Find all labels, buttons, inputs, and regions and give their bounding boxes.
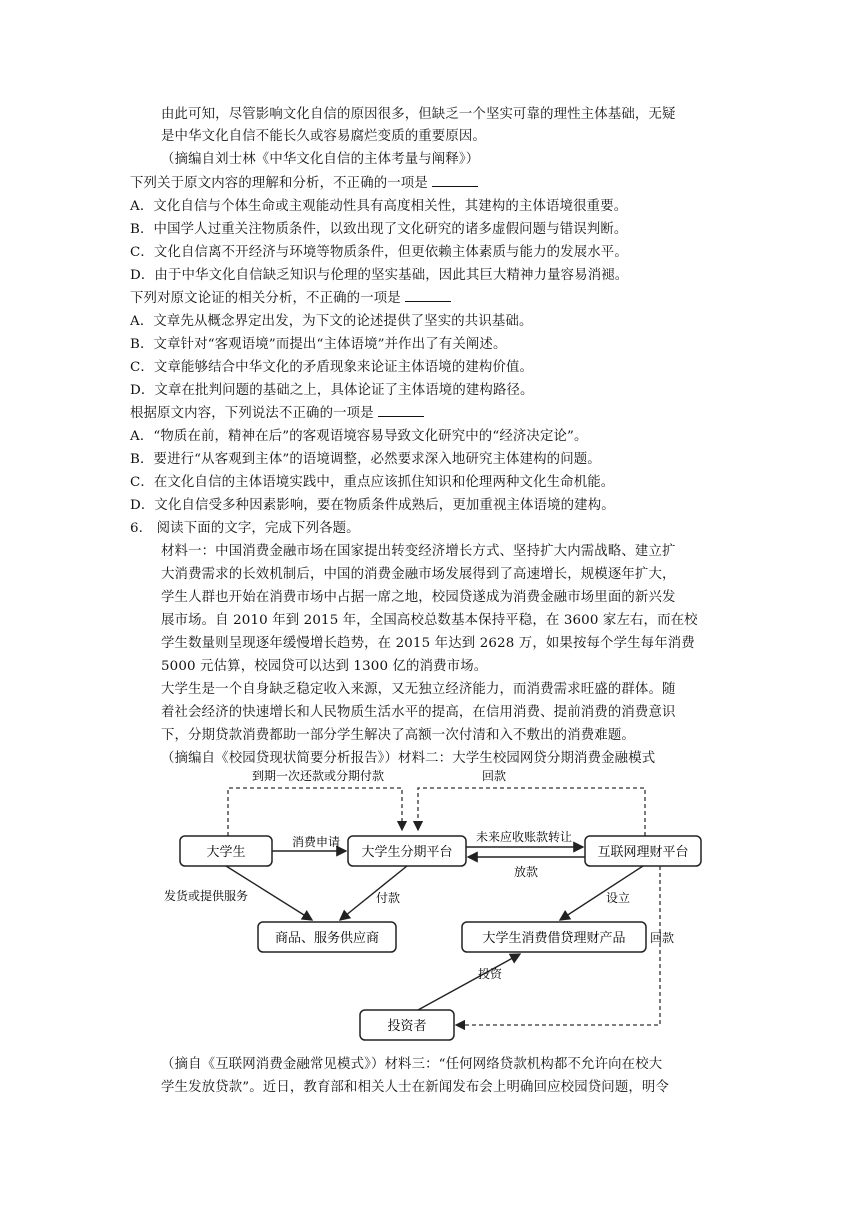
node-supplier (258, 922, 396, 952)
material1-line: 展市场。自 2010 年到 2015 年，全国高校总数基本保持平稳，在 3600 家左右，而在校 (161, 613, 698, 628)
intro-line-2: 是中华文化自信不能长久或容易腐烂变质的重要原因。 (161, 129, 486, 144)
deliver-label: 发货或提供服务 (164, 889, 249, 903)
loan-label: 放款 (514, 865, 539, 879)
q3-stem-text: 根据原文内容，下列说法不正确的一项是 (130, 406, 374, 421)
q2-stem (130, 288, 451, 310)
node-product (462, 922, 646, 952)
q1-option-d: D．由于中华文化自信缺乏知识与伦理的坚实基础，因此其巨大精神力量容易消褪。 (130, 268, 629, 283)
node-fin-platform (585, 836, 701, 866)
node-investor (360, 1010, 454, 1040)
material1-line: 5000 元估算，校园贷可以达到 1300 亿的消费市场。 (161, 659, 488, 674)
q2-stem-text: 下列对原文论证的相关分析，不正确的一项是 (130, 291, 401, 306)
q1-option-c: C．文化自信离不开经济与环境等物质条件，但更依赖主体素质与能力的发展水平。 (130, 245, 628, 260)
q2-option-b: B．文章针对“客观语境”而提出“主体语境”并作出了有关阐述。 (130, 337, 507, 352)
huikuan-top-label: 回款 (482, 769, 507, 783)
intro-line-1: 由此可知，尽管影响文化自信的原因很多，但缺乏一个坚实可靠的理性主体基础，无疑 (161, 107, 676, 122)
material3-line: 学生发放贷款”。近日，教育部和相关人士在新闻发布会上明确回应校园贷问题，明令 (161, 1080, 669, 1095)
q3-option-d: D．文化自信受多种因素影响，要在物质条件成熟后，更加重视主体语境的建构。 (130, 498, 615, 513)
material1b-line: 下，分期贷款消费都助一部分学生解决了高额一次付清和入不敷出的消费难题。 (161, 728, 635, 743)
q3-stem (130, 403, 424, 425)
repay-flow-arrow (228, 788, 402, 836)
node-platform (348, 836, 466, 866)
q3-option-a: A．“物质在前，精神在后”的客观语境容易导致文化研究中的“经济决定论”。 (130, 429, 588, 444)
huikuan-top-flow-arrow (418, 788, 645, 836)
material1-line: 材料一：中国消费金融市场在国家提出转变经济增长方式、坚持扩大内需战略、建立扩 (161, 544, 676, 559)
material2-intro: （摘编自《校园贷现状简要分析报告》）材料二：大学生校园网贷分期消费金融模式 (161, 751, 656, 766)
apply-label: 消费申请 (292, 835, 341, 849)
material1b-line: 着社会经济的快速增长和人民物质生活水平的提高，在信用消费、提前消费的消费意识 (161, 705, 676, 720)
answer-blank (378, 403, 424, 417)
q3-option-b: B．要进行“从客观到主体”的语境调整，必然要求深入地研究主体建构的问题。 (130, 452, 601, 467)
answer-blank (432, 173, 478, 187)
q1-option-b: B．中国学人过重关注物质条件，以致出现了文化研究的诸多虚假问题与错误判断。 (130, 222, 628, 237)
node-student-label: 大学生 (206, 845, 246, 860)
material1-line: 大消费需求的长效机制后，中国的消费金融市场发展得到了高速增长，规模逐年扩大， (161, 567, 676, 582)
node-investor-label: 投资者 (387, 1019, 427, 1034)
q6-heading: 6. 阅读下面的文字，完成下列各题。 (130, 521, 360, 536)
setup-label: 设立 (606, 891, 631, 905)
setup-arrow (560, 866, 643, 920)
huikuan-side-label: 回款 (650, 931, 675, 945)
q1-stem (130, 173, 478, 195)
q1-stem-text: 下列关于原文内容的理解和分析，不正确的一项是 (130, 176, 428, 191)
invest-label: 投资 (478, 967, 503, 981)
financing-model-diagram (160, 768, 720, 1053)
node-fin-label: 互联网理财平台 (597, 845, 689, 860)
invest-arrow (418, 954, 520, 1010)
material1b-line: 大学生是一个自身缺乏稳定收入来源，又无独立经济能力，而消费需求旺盛的群体。随 (161, 682, 676, 697)
answer-blank (405, 288, 451, 302)
pay-label: 付款 (376, 891, 401, 905)
q2-option-c: C．文章能够结合中华文化的矛盾现象来论证主体语境的建构价值。 (130, 360, 534, 375)
q2-option-d: D．文章在批判问题的基础之上，具体论证了主体语境的建构路径。 (130, 383, 534, 398)
q1-option-a: A．文化自信与个体生命或主观能动性具有高度相关性，其建构的主体语境很重要。 (130, 199, 628, 214)
q2-option-a: A．文章先从概念界定出发，为下文的论述提供了坚实的共识基础。 (130, 314, 533, 329)
node-platform-label: 大学生分期平台 (361, 845, 453, 860)
intro-source: （摘编自刘士林《中华文化自信的主体考量与阐释》） (161, 152, 480, 167)
repay-label: 到期一次还款或分期付款 (252, 769, 385, 783)
material1-line: 学生数量则呈现逐年缓慢增长趋势，在 2015 年达到 2628 万，如果按每个学生每年消费 (161, 636, 695, 651)
material3-line: （摘自《互联网消费金融常见模式》）材料三：“任何网络贷款机构都不允许向在校大 (161, 1057, 663, 1072)
node-supplier-label: 商品、服务供应商 (274, 931, 380, 946)
q3-option-c: C．在文化自信的主体语境实践中，重点应该抓住知识和伦理两种文化生命机能。 (130, 475, 615, 490)
node-student (180, 836, 272, 866)
material1-line: 学生人群也开始在消费市场中占据一席之地，校园贷遂成为消费金融市场里面的新兴发 (161, 590, 676, 605)
node-product-label: 大学生消费借贷理财产品 (482, 931, 626, 946)
transfer-label: 未来应收账款转让 (476, 830, 573, 844)
